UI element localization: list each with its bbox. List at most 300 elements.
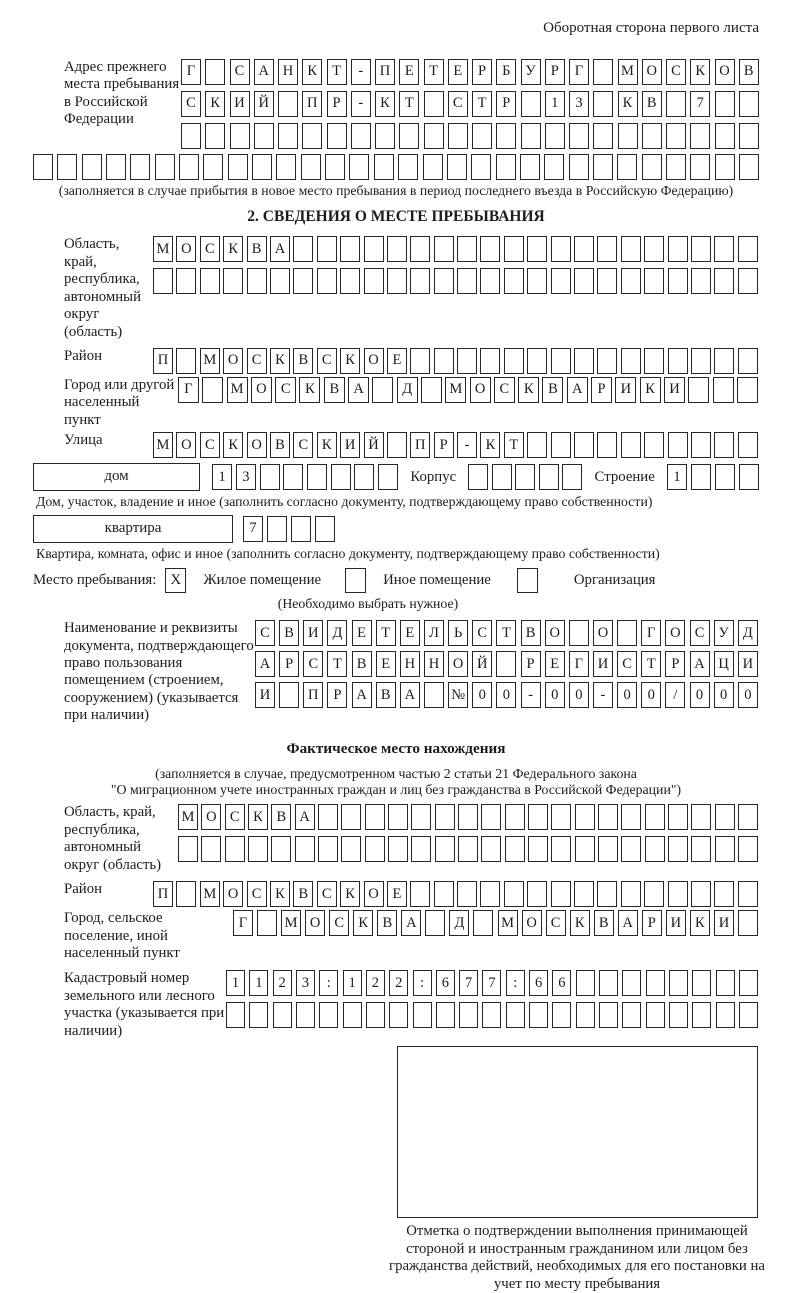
form-cell[interactable] xyxy=(302,123,322,149)
form-cell[interactable] xyxy=(551,348,571,374)
form-cell[interactable] xyxy=(574,432,594,458)
form-cell[interactable]: К xyxy=(299,377,320,403)
form-cell[interactable] xyxy=(506,1002,525,1028)
form-cell[interactable]: Р xyxy=(472,59,492,85)
form-cell[interactable] xyxy=(447,154,467,180)
form-cell[interactable]: М xyxy=(200,348,220,374)
form-cell[interactable]: С xyxy=(666,59,686,85)
form-cell[interactable] xyxy=(644,881,664,907)
form-cell[interactable] xyxy=(551,881,571,907)
form-cell[interactable] xyxy=(424,682,444,708)
form-cell[interactable] xyxy=(621,236,641,262)
form-cell[interactable] xyxy=(621,804,641,830)
form-cell[interactable] xyxy=(597,236,617,262)
checkbox-residential[interactable]: X xyxy=(165,568,186,593)
form-cell[interactable] xyxy=(317,268,337,294)
form-cell[interactable] xyxy=(276,154,296,180)
form-cell[interactable]: В xyxy=(279,620,299,646)
form-cell[interactable] xyxy=(714,348,734,374)
form-cell[interactable]: С xyxy=(617,651,637,677)
form-cell[interactable] xyxy=(621,432,641,458)
form-cell[interactable] xyxy=(364,268,384,294)
form-cell[interactable] xyxy=(668,236,688,262)
form-cell[interactable] xyxy=(691,236,711,262)
form-cell[interactable]: Т xyxy=(504,432,524,458)
form-cell[interactable]: П xyxy=(302,91,322,117)
form-cell[interactable] xyxy=(527,348,547,374)
form-cell[interactable]: П xyxy=(153,881,173,907)
form-cell[interactable] xyxy=(267,516,287,542)
form-cell[interactable]: 1 xyxy=(545,91,565,117)
form-cell[interactable] xyxy=(434,881,454,907)
form-cell[interactable]: В xyxy=(293,348,313,374)
form-cell[interactable]: Г xyxy=(569,59,589,85)
form-cell[interactable] xyxy=(106,154,126,180)
form-cell[interactable] xyxy=(669,970,688,996)
form-cell[interactable] xyxy=(434,348,454,374)
form-cell[interactable]: - xyxy=(521,682,541,708)
form-cell[interactable]: В xyxy=(739,59,759,85)
form-cell[interactable]: К xyxy=(205,91,225,117)
form-cell[interactable]: О xyxy=(448,651,468,677)
form-cell[interactable] xyxy=(153,268,173,294)
form-cell[interactable]: К xyxy=(302,59,322,85)
form-cell[interactable]: У xyxy=(521,59,541,85)
form-cell[interactable]: С xyxy=(230,59,250,85)
form-cell[interactable] xyxy=(739,91,759,117)
form-cell[interactable]: К xyxy=(340,348,360,374)
form-cell[interactable]: 6 xyxy=(529,970,548,996)
form-cell[interactable] xyxy=(340,268,360,294)
form-cell[interactable]: 0 xyxy=(714,682,734,708)
form-cell[interactable]: 0 xyxy=(617,682,637,708)
form-cell[interactable] xyxy=(569,123,589,149)
form-cell[interactable]: 3 xyxy=(569,91,589,117)
form-cell[interactable] xyxy=(33,154,53,180)
form-cell[interactable] xyxy=(504,236,524,262)
form-cell[interactable] xyxy=(343,1002,362,1028)
form-cell[interactable]: 2 xyxy=(273,970,292,996)
form-cell[interactable]: Д xyxy=(327,620,347,646)
form-cell[interactable] xyxy=(434,236,454,262)
form-cell[interactable]: Г xyxy=(641,620,661,646)
form-cell[interactable] xyxy=(691,881,711,907)
form-cell[interactable]: П xyxy=(153,348,173,374)
form-cell[interactable]: Ь xyxy=(448,620,468,646)
form-cell[interactable] xyxy=(622,970,641,996)
form-cell[interactable] xyxy=(622,1002,641,1028)
form-cell[interactable]: С xyxy=(494,377,515,403)
form-cell[interactable]: 0 xyxy=(545,682,565,708)
form-cell[interactable]: Р xyxy=(545,59,565,85)
form-cell[interactable] xyxy=(692,970,711,996)
form-cell[interactable] xyxy=(739,154,759,180)
form-cell[interactable] xyxy=(283,464,303,490)
form-cell[interactable] xyxy=(435,836,455,862)
form-cell[interactable] xyxy=(205,59,225,85)
form-cell[interactable]: О xyxy=(201,804,221,830)
form-cell[interactable]: М xyxy=(498,910,518,936)
form-cell[interactable] xyxy=(505,836,525,862)
form-cell[interactable] xyxy=(527,236,547,262)
form-cell[interactable]: Т xyxy=(327,651,347,677)
form-cell[interactable] xyxy=(691,836,711,862)
form-cell[interactable]: М xyxy=(618,59,638,85)
form-cell[interactable] xyxy=(364,236,384,262)
form-cell[interactable]: И xyxy=(255,682,275,708)
form-cell[interactable] xyxy=(593,91,613,117)
form-cell[interactable]: Е xyxy=(545,651,565,677)
form-cell[interactable]: С xyxy=(225,804,245,830)
form-cell[interactable] xyxy=(714,432,734,458)
form-cell[interactable]: П xyxy=(303,682,323,708)
form-cell[interactable]: Р xyxy=(642,910,662,936)
form-cell[interactable]: О xyxy=(223,348,243,374)
form-cell[interactable]: 6 xyxy=(552,970,571,996)
form-cell[interactable]: К xyxy=(480,432,500,458)
form-cell[interactable] xyxy=(597,348,617,374)
form-cell[interactable] xyxy=(529,1002,548,1028)
form-cell[interactable]: А xyxy=(400,682,420,708)
form-cell[interactable] xyxy=(575,804,595,830)
form-cell[interactable] xyxy=(318,836,338,862)
form-cell[interactable]: С xyxy=(247,881,267,907)
form-cell[interactable] xyxy=(82,154,102,180)
form-cell[interactable] xyxy=(457,881,477,907)
form-cell[interactable]: С xyxy=(200,236,220,262)
form-cell[interactable]: И xyxy=(593,651,613,677)
form-cell[interactable]: С xyxy=(275,377,296,403)
form-cell[interactable]: : xyxy=(319,970,338,996)
form-cell[interactable] xyxy=(521,123,541,149)
form-cell[interactable]: А xyxy=(270,236,290,262)
form-cell[interactable] xyxy=(411,836,431,862)
form-cell[interactable]: К xyxy=(317,432,337,458)
form-cell[interactable] xyxy=(249,1002,268,1028)
form-cell[interactable] xyxy=(539,464,559,490)
form-cell[interactable] xyxy=(576,970,595,996)
form-cell[interactable] xyxy=(644,348,664,374)
form-cell[interactable] xyxy=(480,348,500,374)
form-cell[interactable] xyxy=(617,154,637,180)
form-cell[interactable] xyxy=(739,464,759,490)
form-cell[interactable] xyxy=(599,1002,618,1028)
form-cell[interactable] xyxy=(551,236,571,262)
form-cell[interactable]: К xyxy=(690,59,710,85)
form-cell[interactable] xyxy=(176,348,196,374)
form-cell[interactable]: Е xyxy=(387,348,407,374)
form-cell[interactable] xyxy=(480,268,500,294)
form-cell[interactable]: Н xyxy=(278,59,298,85)
form-cell[interactable] xyxy=(668,881,688,907)
form-cell[interactable]: В xyxy=(270,432,290,458)
form-cell[interactable]: Т xyxy=(472,91,492,117)
form-cell[interactable]: Й xyxy=(472,651,492,677)
form-cell[interactable]: В xyxy=(377,910,397,936)
form-cell[interactable] xyxy=(372,377,393,403)
form-cell[interactable] xyxy=(481,836,501,862)
form-cell[interactable]: 0 xyxy=(569,682,589,708)
form-cell[interactable]: 0 xyxy=(472,682,492,708)
form-cell[interactable]: 1 xyxy=(212,464,232,490)
form-cell[interactable]: 3 xyxy=(236,464,256,490)
form-cell[interactable]: / xyxy=(665,682,685,708)
form-cell[interactable]: К xyxy=(640,377,661,403)
form-cell[interactable] xyxy=(737,377,758,403)
form-cell[interactable] xyxy=(715,154,735,180)
form-cell[interactable]: 0 xyxy=(496,682,516,708)
form-cell[interactable] xyxy=(504,268,524,294)
form-cell[interactable]: А xyxy=(352,682,372,708)
form-cell[interactable] xyxy=(691,348,711,374)
form-cell[interactable] xyxy=(279,682,299,708)
form-cell[interactable] xyxy=(597,268,617,294)
form-cell[interactable] xyxy=(644,236,664,262)
form-cell[interactable] xyxy=(575,836,595,862)
form-cell[interactable]: М xyxy=(445,377,466,403)
form-cell[interactable] xyxy=(203,154,223,180)
form-cell[interactable]: Т xyxy=(641,651,661,677)
form-cell[interactable]: Л xyxy=(424,620,444,646)
form-cell[interactable]: О xyxy=(522,910,542,936)
form-cell[interactable] xyxy=(738,432,758,458)
form-cell[interactable] xyxy=(597,432,617,458)
form-cell[interactable] xyxy=(480,881,500,907)
form-cell[interactable]: В xyxy=(324,377,345,403)
form-cell[interactable] xyxy=(457,236,477,262)
form-cell[interactable] xyxy=(528,804,548,830)
form-cell[interactable] xyxy=(295,836,315,862)
form-cell[interactable] xyxy=(375,123,395,149)
form-cell[interactable] xyxy=(496,154,516,180)
form-cell[interactable] xyxy=(424,123,444,149)
form-cell[interactable]: Г xyxy=(569,651,589,677)
form-cell[interactable]: О xyxy=(545,620,565,646)
form-cell[interactable] xyxy=(644,268,664,294)
form-cell[interactable]: С xyxy=(690,620,710,646)
form-cell[interactable] xyxy=(318,804,338,830)
form-cell[interactable] xyxy=(715,836,735,862)
form-cell[interactable]: С xyxy=(317,881,337,907)
form-cell[interactable] xyxy=(410,268,430,294)
form-cell[interactable] xyxy=(421,377,442,403)
form-cell[interactable] xyxy=(618,123,638,149)
form-cell[interactable]: 0 xyxy=(690,682,710,708)
form-cell[interactable]: Е xyxy=(387,881,407,907)
form-cell[interactable]: С xyxy=(448,91,468,117)
form-cell[interactable]: Р xyxy=(327,91,347,117)
form-cell[interactable]: К xyxy=(375,91,395,117)
form-cell[interactable] xyxy=(387,268,407,294)
form-cell[interactable] xyxy=(504,881,524,907)
form-cell[interactable] xyxy=(387,432,407,458)
form-cell[interactable] xyxy=(473,910,493,936)
form-cell[interactable] xyxy=(738,881,758,907)
form-cell[interactable]: 7 xyxy=(482,970,501,996)
form-cell[interactable] xyxy=(365,804,385,830)
form-cell[interactable] xyxy=(739,970,758,996)
form-cell[interactable] xyxy=(293,268,313,294)
form-cell[interactable]: Т xyxy=(327,59,347,85)
form-cell[interactable] xyxy=(257,910,277,936)
form-cell[interactable]: 7 xyxy=(243,516,263,542)
form-cell[interactable]: 0 xyxy=(641,682,661,708)
form-cell[interactable]: - xyxy=(457,432,477,458)
form-cell[interactable]: К xyxy=(223,432,243,458)
form-cell[interactable]: 7 xyxy=(690,91,710,117)
form-cell[interactable] xyxy=(248,836,268,862)
form-cell[interactable] xyxy=(690,154,710,180)
form-cell[interactable] xyxy=(459,1002,478,1028)
form-cell[interactable] xyxy=(666,154,686,180)
form-cell[interactable] xyxy=(738,236,758,262)
form-cell[interactable] xyxy=(715,91,735,117)
form-cell[interactable]: И xyxy=(340,432,360,458)
form-cell[interactable] xyxy=(621,348,641,374)
form-cell[interactable]: Р xyxy=(279,651,299,677)
form-cell[interactable]: О xyxy=(470,377,491,403)
form-cell[interactable]: Г xyxy=(181,59,201,85)
form-cell[interactable]: Ц xyxy=(714,651,734,677)
form-cell[interactable] xyxy=(388,836,408,862)
form-cell[interactable] xyxy=(225,836,245,862)
form-cell[interactable]: - xyxy=(593,682,613,708)
checkbox-organization[interactable] xyxy=(517,568,538,593)
form-cell[interactable] xyxy=(201,836,221,862)
form-cell[interactable]: Д xyxy=(397,377,418,403)
form-cell[interactable]: Р xyxy=(665,651,685,677)
form-cell[interactable] xyxy=(496,123,516,149)
form-cell[interactable] xyxy=(715,464,735,490)
form-cell[interactable] xyxy=(448,123,468,149)
form-cell[interactable]: : xyxy=(506,970,525,996)
form-cell[interactable]: О xyxy=(593,620,613,646)
form-cell[interactable] xyxy=(200,268,220,294)
form-cell[interactable]: О xyxy=(223,881,243,907)
form-cell[interactable]: О xyxy=(247,432,267,458)
form-cell[interactable] xyxy=(562,464,582,490)
form-cell[interactable] xyxy=(738,348,758,374)
form-cell[interactable] xyxy=(270,268,290,294)
form-cell[interactable] xyxy=(468,464,488,490)
form-cell[interactable] xyxy=(593,59,613,85)
form-cell[interactable]: М xyxy=(153,236,173,262)
form-cell[interactable]: К xyxy=(690,910,710,936)
form-cell[interactable]: К xyxy=(570,910,590,936)
form-cell[interactable] xyxy=(296,1002,315,1028)
form-cell[interactable] xyxy=(399,123,419,149)
form-cell[interactable]: Т xyxy=(376,620,396,646)
form-cell[interactable]: С xyxy=(293,432,313,458)
form-cell[interactable] xyxy=(57,154,77,180)
form-cell[interactable]: Т xyxy=(399,91,419,117)
form-cell[interactable]: Б xyxy=(496,59,516,85)
form-cell[interactable]: 3 xyxy=(296,970,315,996)
form-cell[interactable] xyxy=(176,881,196,907)
form-cell[interactable]: Д xyxy=(449,910,469,936)
form-cell[interactable]: 1 xyxy=(249,970,268,996)
form-cell[interactable] xyxy=(411,804,431,830)
form-cell[interactable]: А xyxy=(295,804,315,830)
form-cell[interactable] xyxy=(691,804,711,830)
form-cell[interactable]: К xyxy=(618,91,638,117)
form-cell[interactable]: О xyxy=(176,432,196,458)
form-cell[interactable]: Г xyxy=(233,910,253,936)
form-cell[interactable]: П xyxy=(375,59,395,85)
form-cell[interactable] xyxy=(597,881,617,907)
form-cell[interactable] xyxy=(413,1002,432,1028)
form-cell[interactable]: И xyxy=(664,377,685,403)
form-cell[interactable] xyxy=(341,804,361,830)
form-cell[interactable] xyxy=(668,432,688,458)
form-cell[interactable] xyxy=(617,620,637,646)
form-cell[interactable] xyxy=(669,1002,688,1028)
form-cell[interactable] xyxy=(496,651,516,677)
form-cell[interactable]: О xyxy=(715,59,735,85)
form-cell[interactable] xyxy=(593,154,613,180)
form-cell[interactable]: А xyxy=(255,651,275,677)
form-cell[interactable] xyxy=(692,1002,711,1028)
form-cell[interactable]: Р xyxy=(434,432,454,458)
form-cell[interactable]: О xyxy=(364,348,384,374)
form-cell[interactable] xyxy=(307,464,327,490)
form-cell[interactable]: М xyxy=(200,881,220,907)
form-cell[interactable]: И xyxy=(738,651,758,677)
form-cell[interactable] xyxy=(223,268,243,294)
form-cell[interactable]: В xyxy=(521,620,541,646)
form-cell[interactable] xyxy=(593,123,613,149)
form-cell[interactable] xyxy=(690,123,710,149)
form-cell[interactable] xyxy=(621,268,641,294)
form-cell[interactable] xyxy=(716,1002,735,1028)
form-cell[interactable] xyxy=(691,464,711,490)
form-cell[interactable]: Н xyxy=(400,651,420,677)
form-cell[interactable] xyxy=(668,348,688,374)
form-cell[interactable] xyxy=(341,836,361,862)
form-cell[interactable]: С xyxy=(329,910,349,936)
form-cell[interactable] xyxy=(228,154,248,180)
form-cell[interactable] xyxy=(480,236,500,262)
form-cell[interactable]: 7 xyxy=(459,970,478,996)
form-cell[interactable] xyxy=(291,516,311,542)
form-cell[interactable]: В xyxy=(376,682,396,708)
form-cell[interactable] xyxy=(349,154,369,180)
form-cell[interactable] xyxy=(351,123,371,149)
form-cell[interactable] xyxy=(226,1002,245,1028)
form-cell[interactable] xyxy=(260,464,280,490)
form-cell[interactable] xyxy=(202,377,223,403)
form-cell[interactable] xyxy=(398,154,418,180)
form-cell[interactable] xyxy=(354,464,374,490)
form-cell[interactable]: - xyxy=(351,59,371,85)
form-cell[interactable] xyxy=(645,804,665,830)
form-cell[interactable] xyxy=(505,804,525,830)
form-cell[interactable] xyxy=(410,236,430,262)
form-cell[interactable] xyxy=(739,1002,758,1028)
form-cell[interactable] xyxy=(331,464,351,490)
form-cell[interactable]: К xyxy=(518,377,539,403)
form-cell[interactable]: М xyxy=(227,377,248,403)
form-cell[interactable] xyxy=(645,836,665,862)
form-cell[interactable] xyxy=(482,1002,501,1028)
form-cell[interactable] xyxy=(646,970,665,996)
form-cell[interactable] xyxy=(315,516,335,542)
form-cell[interactable]: 1 xyxy=(343,970,362,996)
form-cell[interactable]: А xyxy=(690,651,710,677)
form-cell[interactable] xyxy=(457,348,477,374)
form-cell[interactable] xyxy=(528,836,548,862)
form-cell[interactable] xyxy=(205,123,225,149)
